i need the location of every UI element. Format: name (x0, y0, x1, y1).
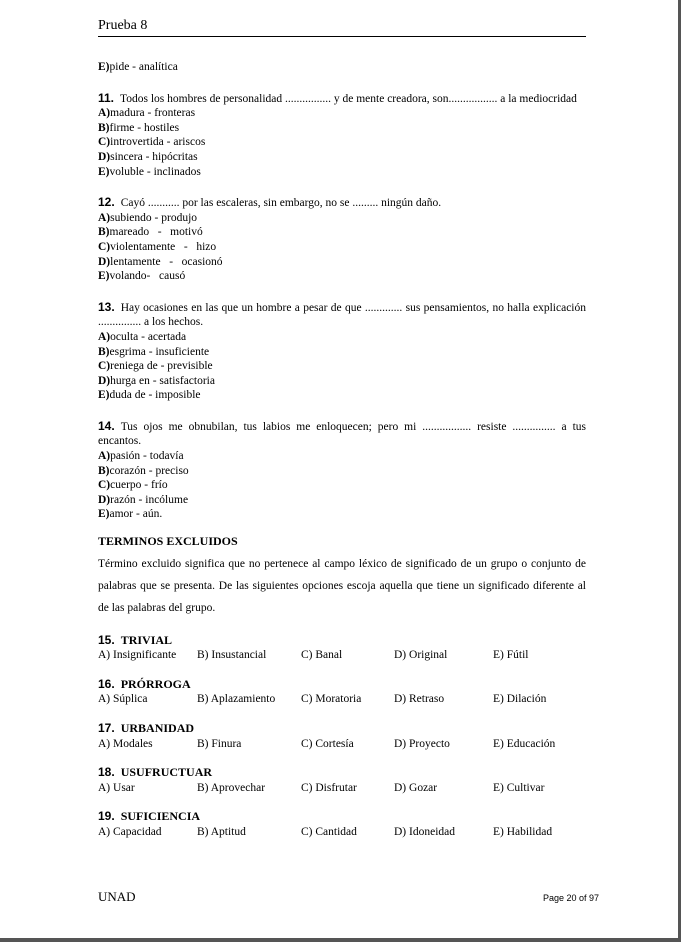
answer-option (98, 359, 586, 374)
question (98, 300, 586, 403)
question-number: 14. (98, 418, 115, 433)
answer-option (98, 507, 586, 522)
excluded-option: B) Insustancial (197, 649, 267, 662)
answer-option (98, 150, 586, 165)
option-text: duda de - imposible (109, 389, 201, 402)
option-text: esgrima - insuficiente (109, 345, 210, 358)
excluded-option: B) Finura (197, 737, 242, 750)
option-letter: B) (98, 345, 110, 358)
footer-page-number: Page 20 of 97 (543, 893, 600, 903)
option-text: firme - hostiles (109, 121, 180, 134)
answer-option (98, 493, 586, 508)
excluded-word: SUFICIENCIA (120, 809, 201, 824)
option-letter: B) (98, 226, 110, 239)
question-text: Todos los hombres de personalidad ................ y de mente creadora, son................. a la mediocridad (120, 92, 577, 105)
option-letter: C) (98, 479, 111, 492)
answer-option (98, 345, 586, 360)
option-letter: A) (98, 450, 111, 463)
excluded-option: B) Aprovechar (197, 781, 266, 794)
question-number: 13. (98, 299, 115, 314)
excluded-option: C) Moratoria (301, 693, 362, 706)
option-text: hurga en - satisfactoria (110, 374, 215, 387)
excluded-list (98, 633, 586, 840)
excluded-option: D) Original (394, 649, 448, 662)
excluded-title (98, 809, 586, 824)
excluded-option: B) Aptitud (197, 825, 246, 838)
option-text: sincera - hipócritas (110, 150, 198, 163)
excluded-option: C) Cantidad (301, 825, 357, 838)
excluded-item (98, 677, 586, 707)
answer-option (98, 211, 586, 226)
option-text: introvertida - ariscos (110, 136, 206, 149)
option-text: volando- causó (109, 270, 186, 283)
option-letter: D) (98, 150, 111, 163)
answer-option (98, 449, 586, 464)
excluded-option: A) Modales (98, 737, 153, 750)
excluded-word: URBANIDAD (120, 721, 195, 735)
excluded-option: E) Dilación (493, 693, 547, 706)
answer-option (98, 165, 586, 180)
page-header: Prueba 8 (98, 18, 586, 37)
option-text: pasión - todavía (110, 450, 184, 463)
excluded-number: 19. (98, 809, 115, 824)
option-letter: D) (98, 255, 111, 268)
option-letter: C) (98, 240, 111, 253)
option-text: violentamente - hizo (110, 240, 217, 253)
answer-option (98, 121, 586, 136)
answer-option (98, 464, 586, 479)
excluded-number: 18. (98, 765, 115, 780)
option-letter: D) (98, 374, 111, 387)
answer-option (98, 478, 586, 493)
excluded-option: A) Insignificante (98, 649, 177, 662)
excluded-number: 15. (98, 632, 115, 647)
answer-option (98, 135, 586, 150)
option-text: oculta - acertada (110, 330, 187, 343)
option-letter: C) (98, 136, 111, 149)
answer-option (98, 106, 586, 121)
excluded-word: USUFRUCTUAR (120, 765, 213, 780)
excluded-option: A) Capacidad (98, 825, 162, 838)
excluded-option: D) Proyecto (394, 737, 450, 750)
question (98, 91, 586, 180)
question-text: Cayó ........... por las escaleras, sin embargo, no se ......... ningún daño. (120, 197, 442, 210)
answer-option (98, 388, 586, 403)
answer-option (98, 330, 586, 345)
section-title: TERMINOS EXCLUIDOS (98, 534, 238, 549)
excluded-options (98, 825, 586, 840)
excluded-item (98, 721, 586, 751)
option-letter: A) (98, 107, 111, 120)
option-letter: A) (98, 330, 111, 343)
question-stem (98, 300, 586, 330)
excluded-option: E) Educación (493, 737, 556, 750)
excluded-word: TRIVIAL (120, 632, 173, 647)
excluded-options (98, 692, 586, 707)
option-text: madura - fronteras (110, 107, 196, 120)
page-content (98, 60, 586, 840)
excluded-title (98, 765, 586, 780)
option-text: reniega de - previsible (110, 360, 213, 373)
option-letter: C) (98, 360, 111, 373)
option-text: lentamente - ocasionó (110, 255, 223, 268)
question (98, 419, 586, 522)
question-number: 12. (98, 195, 115, 210)
excluded-options (98, 737, 586, 752)
answer-option (98, 269, 586, 284)
option-text: mareado - motivó (109, 226, 203, 239)
option-text: amor - aún. (109, 508, 163, 521)
option-letter: B) (98, 464, 110, 477)
option-text: voluble - inclinados (109, 165, 201, 178)
question-text: Tus ojos me obnubilan, tus labios me enloquecen; pero mi ................. resiste ............... a tus encantos. (98, 420, 586, 448)
excluded-option: D) Idoneidad (394, 825, 455, 838)
question-stem (98, 91, 586, 107)
excluded-options (98, 781, 586, 796)
prev-option: E)pide - analítica (98, 61, 178, 73)
excluded-option: A) Súplica (98, 693, 148, 706)
excluded-title (98, 677, 586, 692)
excluded-option: E) Cultivar (493, 781, 545, 794)
excluded-option: B) Aplazamiento (197, 693, 276, 706)
answer-option (98, 225, 586, 240)
option-letter: D) (98, 493, 111, 506)
section-description: Término excluido significa que no pertenece al campo léxico de significado de un grupo o conjunto de palabras que se presenta. De las siguientes opciones escoja aquella que tiene un significado diferente al de las palabras del grupo. (98, 557, 586, 614)
question (98, 195, 586, 284)
excluded-word: PRÓRROGA (120, 676, 191, 691)
answer-option (98, 255, 586, 270)
excluded-option: C) Banal (301, 649, 343, 662)
excluded-option: A) Usar (98, 781, 135, 794)
option-letter: E) (98, 165, 110, 178)
excluded-option: E) Habilidad (493, 825, 553, 838)
option-letter: B) (98, 121, 110, 134)
excluded-option: C) Cortesía (301, 737, 354, 750)
excluded-number: 16. (98, 676, 115, 691)
excluded-item (98, 765, 586, 795)
footer-institution: UNAD (98, 889, 136, 904)
option-text: razón - incólume (110, 493, 189, 506)
excluded-option: C) Disfrutar (301, 781, 357, 794)
answer-option (98, 240, 586, 255)
excluded-item (98, 809, 586, 839)
excluded-option: E) Fútil (493, 649, 529, 662)
excluded-option: D) Gozar (394, 781, 438, 794)
option-text: corazón - preciso (109, 464, 189, 477)
excluded-number: 17. (98, 721, 115, 735)
question-stem (98, 419, 586, 449)
excluded-option: D) Retraso (394, 693, 445, 706)
question-text: Hay ocasiones en las que un hombre a pesar de que ............. sus pensamientos, no halla explicación ............... a los hechos. (98, 301, 586, 329)
excluded-title (98, 721, 586, 736)
option-letter: A) (98, 211, 111, 224)
excluded-title (98, 633, 586, 648)
option-letter: E) (98, 389, 110, 402)
excluded-item (98, 633, 586, 663)
questions-list (98, 91, 586, 522)
option-letter: E) (98, 270, 110, 283)
option-letter: E) (98, 508, 110, 521)
question-number: 11. (98, 90, 115, 105)
answer-option (98, 374, 586, 389)
question-stem (98, 195, 586, 211)
option-text: cuerpo - frío (110, 479, 168, 492)
option-text: subiendo - produjo (110, 211, 198, 224)
excluded-options (98, 648, 586, 663)
